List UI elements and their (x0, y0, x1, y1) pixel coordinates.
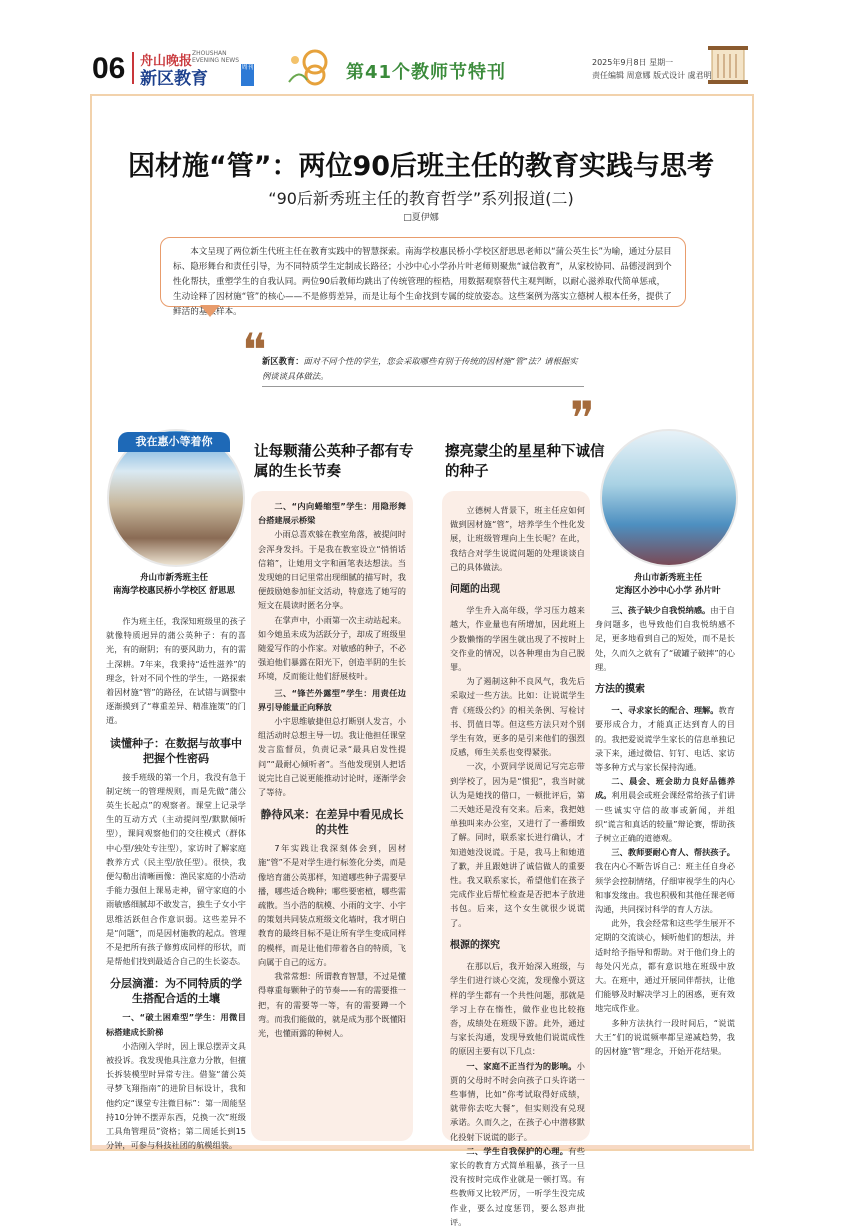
right-method-3-label: 三、教师要耐心育人、帮扶孩子。 (611, 847, 735, 858)
left-column-1 (106, 614, 246, 1153)
interview-question (262, 354, 584, 384)
right-paragraph-4: 在那以后，我开始深入班级，与学生们进行谈心交流，发现像小贾这样的学生都有一个共性问题，那就是学习上存在惰性，做作业也比较拖沓，成绩处在班级下游。此外，通过与家长沟通，发现导致他们说谎成性的原因主要有以下几点： (450, 961, 585, 1057)
special-issue-title: 第41个教师节特刊 (346, 62, 507, 83)
right-subheading-1: 问题的出现 (450, 584, 500, 596)
right-paragraph-8: 教育要形成合力，才能真正达到育人的目的。我把爱说谎学生家长的信息单独记录下来，通过微信、钉钉、电话、家访等多种方式与家长保持沟通。 (595, 705, 735, 773)
right-paragraph-7: 由于自身问题多，也导致他们自我悦纳感不足，更多地看到自己的短处，而不是长处，久而久之就有了“破罐子破摔”的心理。 (595, 605, 735, 672)
left-column-2 (258, 497, 406, 1040)
left-paragraph-4: 在掌声中，小雨第一次主动站起来。如今她虽未成为活跃分子，却成了班级里随爱写作的小作家。对敏感的种子，不必强迫他们暴露在阳光下，创造半阴的生长环境，反而能让他们舒展枝叶。 (258, 614, 406, 682)
right-paragraph-3: 一次，小贾同学说周记写完忘带到学校了，因为是“惯犯”，我当时就认为是她找的借口，一顿批评后，第二天她还是没有交来。后来，我把她单独叫来办公室，又进行了一番细致了解。同时，联系家长进行确认，才知道她没说谎。于是，我马上和她道了歉，并且跟她讲了诚信做人的重要性。我又联系家长，希望他们在孩子完成作业后帮忙检查是否把本子放进书包。后来，这个女生就很少说谎了。 (450, 761, 585, 928)
right-paragraph-9: 利用晨会或班会课经常给孩子们讲一些诚实守信的故事或新闻，并组织“谎言和真话的较量”辩论赛，帮助孩子树立正确的道德观。 (595, 790, 735, 844)
left-section-heading: 让每颗蒲公英种子都有专属的生长节奏 (254, 444, 414, 480)
right-teacher-photo (600, 429, 738, 567)
question-label: 新区教育： (262, 356, 304, 366)
left-subheading-2: 分层滴灌：为不同特质的学生搭配合适的土壤 (110, 977, 242, 1006)
article-author: □夏伊娜 (403, 213, 439, 223)
open-quote-icon: ❝ (242, 323, 267, 377)
right-intro: 立德树人背景下，班主任应如何做到因材施“管”，培养学生个性化发展，让班级管理向上生长呢？在此，我结合对学生说谎问题的处理谈谈自己的具体做法。 (450, 505, 585, 572)
header-divider (132, 52, 134, 84)
right-paragraph-2: 为了遏制这种不良风气，我先后采取过一些方法。比如：让说谎学生背《班级公约》的相关条例、写检讨书、罚值日等。但这些方法只对个别学生有效，更多的是引来他们的强烈反感，师生关系也变得紧张。 (450, 676, 585, 758)
right-section-heading: 擦亮蒙尘的星星种下诚信的种子 (445, 444, 605, 480)
scroll-decoration-icon (706, 44, 750, 86)
summary-bubble-tail (200, 305, 220, 317)
teachers-day-emblem-icon (285, 44, 335, 88)
close-quote-icon: ❞ (570, 391, 595, 445)
page-number: 06 (92, 52, 126, 85)
left-paragraph-6: 7年实践让我深刻体会到，因材施“管”不是对学生进行标签化分类，而是像培育蒲公英那样，知道哪些种子需要早播，哪些适合晚种；哪些要密植，哪些需疏散。当小浩的航模、小雨的文字、小宇的策划共同装点班级文化墙时，我才明白教育的最终目标不是让所有学生变成同样的模样，而是让他们带着各自的特质，飞向属于自己的远方。 (258, 843, 406, 967)
article-title: 因材施“管”：两位90后班主任的教育实践与思考 (127, 151, 715, 182)
left-point-2: 二、“内向蜷缩型”学生：用隐形舞台搭建展示桥梁 (258, 501, 406, 526)
right-paragraph-11: 此外，我会经常和这些学生展开不定期的交流谈心，倾听他们的想法，并适时给予指导和帮助。对于他们身上的每处闪光点，都有意识地在班级中放大。在班中，通过开展同伴帮扶，让他们能够及时解决学习上的困惑，更有效地完成作业。 (595, 918, 735, 1014)
left-paragraph-5: 小宇思维敏捷但总打断别人发言，小组活动时总想主导一切。我让他担任课堂发言监督员，负责记录“最具启发性提问”“最耐心倾听者”。当他发现别人把话说完比自己说更能推动讨论时，逐渐学会了等待。 (258, 716, 406, 798)
right-paragraph-10: 我在内心不断告诉自己：班主任自身必须学会控制情绪，仔细审视学生的内心和事发缘由。我也积极和其他任课老师沟通，共同探讨科学的育人方法。 (595, 861, 735, 915)
right-caption-line2: 定海区小沙中心小学 孙片叶 (615, 586, 721, 596)
right-paragraph-6: 有些家长的教育方式简单粗暴，孩子一旦没有按时完成作业就是一顿打骂。有些教师又比较严厉，一听学生没完成作业，要么过度惩罚，要么怒声批评。 (450, 1145, 585, 1227)
right-method-1-label: 一、寻求家长的配合、理解。 (611, 705, 719, 716)
left-caption-line1: 舟山市新秀班主任 (139, 573, 208, 583)
right-teacher-caption (594, 572, 742, 598)
right-point-2-label: 二、学生自我保护的心理。 (466, 1145, 569, 1156)
left-intro: 作为班主任，我深知班级里的孩子就像特质迥异的蒲公英种子：有的喜光，有的耐阴；有的要风助力，有的需土深耕。7年来，我秉持“适性滋养”的理念，针对不同个性的学生，一路探索着因材施“管”的路径，在试错与调整中逐渐摸到了“尊重差异、精准施策”的门道。 (106, 616, 246, 726)
left-paragraph-2: 小浩刚入学时，因上课总摆弄文具被投诉。我发现他具注意力分散，但擅长拆装模型时异常专注。借鉴“蒲公英寻梦飞翔指南”的进阶目标设计，我和他约定“课堂专注微目标”：第一周能坚持10分钟不摆弄东西，兑换一次“班级工具角管理员”资格；第二周延长到15分钟，可参与科技社团的航模组装。 (106, 1040, 246, 1151)
right-point-3-label: 三、孩子缺少自我悦纳感。 (611, 605, 711, 615)
right-paragraph-1: 学生升入高年级，学习压力越来越大，作业量也有所增加，因此班上少数懒惰的学困生就出现了不按时上交作业的情况，以各种理由为自己脱罪。 (450, 605, 585, 673)
left-paragraph-3: 小雨总喜欢躲在教室角落，被提问时会浑身发抖。于是我在教室设立“悄悄话信箱”，让她用文字和画笔表达想法。当发现她的日记里常出现细腻的描写时，我便鼓励她参加征文活动，特意选了她写的短文在晨读时匿名分享。 (258, 529, 406, 611)
photo-sign-text: 我在惠小等着你 (118, 432, 230, 452)
left-caption-line2: 南海学校惠民桥小学校区 舒思思 (113, 586, 235, 596)
edition-title: 新区教育 (140, 69, 208, 89)
left-paragraph-1: 接手班级的第一个月，我没有急于制定统一的管理规则，而是先做“蒲公英生长起点”的观察者。课堂上记录学生的互动方式（主动提问型/默默倾听型），课间观察他们的交往模式（群体中心型/独处专注型），家访时了解家庭教养方式（民主型/放任型）。很快，我便勾勒出清晰画像：渔民家庭的小浩动手能力强但上课易走神，留守家庭的小雨敏感细腻却不敢发言，独生子女小宇思维活跃但合作意识弱。这些差异不是“问题”，而是因材施教的起点。管理不是把所有孩子修剪成同样的形状，而是帮他们找到最适合自己的生长姿态。 (106, 771, 246, 967)
question-text: 面对不同个性的学生，您会采取哪些有别于传统的因材施“管”法？请根据实例谈谈具体做法。 (262, 356, 578, 381)
paper-name-en: ZHOUSHAN EVENING NEWS (192, 50, 240, 64)
paper-name: 舟山晚报 (140, 54, 193, 69)
left-paragraph-7: 我常常想：所谓教育智慧，不过是懂得尊重每颗种子的节奏——有的需要推一把，有的需要等一等，有的需要蹲一个弯。而我们能做的，就是成为那个既懂阳光，也懂雨露的种树人。 (258, 971, 406, 1038)
question-underline (262, 386, 584, 387)
right-subheading-3: 方法的摸索 (595, 684, 645, 696)
left-subheading-1: 读懂种子：在数据与故事中把握个性密码 (110, 736, 242, 765)
right-paragraph-5: 小贾的父母时不时会向孩子口头许诺一些事情，比如“你考试取得好成绩，就带你去吃大餐”，但实则没有兑现承诺。久而久之，在孩子心中潜移默化投射下说谎的影子。 (450, 1060, 585, 1142)
right-subheading-2: 根源的探究 (450, 939, 500, 951)
right-paragraph-12: 多种方法执行一段时间后，“说谎大王”们的说谎频率都呈递减趋势，我的因材施“管”理念，开始开花结果。 (595, 1017, 735, 1057)
left-point-3: 三、“锋芒外露型”学生：用责任边界引导能量正向释放 (258, 687, 406, 712)
left-point-1: 一、“破土困难型”学生：用微目标搭建成长阶梯 (106, 1012, 246, 1037)
article-subtitle: “90后新秀班主任的教育哲学”系列报道(二) (268, 189, 574, 208)
issue-date: 2025年9月8日 星期一 (592, 58, 674, 67)
right-point-1-label: 一、家庭不正当行为的影响。 (466, 1060, 577, 1071)
left-teacher-caption (100, 572, 248, 598)
right-column-2 (595, 603, 735, 1058)
edition-tag: 周刊 (241, 64, 254, 86)
left-subheading-3: 静待风来：在差异中看见成长的共性 (260, 808, 404, 837)
right-column-1 (450, 503, 585, 1229)
editor-credits: 责任编辑 周意娜 版式设计 虞君明 (592, 71, 712, 80)
right-caption-line1: 舟山市新秀班主任 (633, 573, 702, 583)
right-method-2-label: 二、晨会、班会助力良好品德养成。 (595, 776, 735, 801)
article-summary: 本文呈现了两位新生代班主任在教育实践中的智慧探索。南海学校惠民桥小学校区舒思思老师以“蒲公英生长”为喻，通过分层目标、隐形舞台和责任引导，为不同特质学生定制成长路径；小沙中心小学孙片叶老师则聚焦“诚信教育”，从家校协同、品德浸润到个性化帮扶，重塑学生的自我认同。两位90后教师均跳出了传统管理的桎梏，用数据观察替代主观判断，以耐心滋养取代简单惩戒，生动诠释了因材施“管”的核心——不是修剪差异，而是让每个生命找到专属的绽放姿态。这些案例为落实立德树人根本任务，提供了鲜活的基层样本。 (160, 237, 686, 307)
